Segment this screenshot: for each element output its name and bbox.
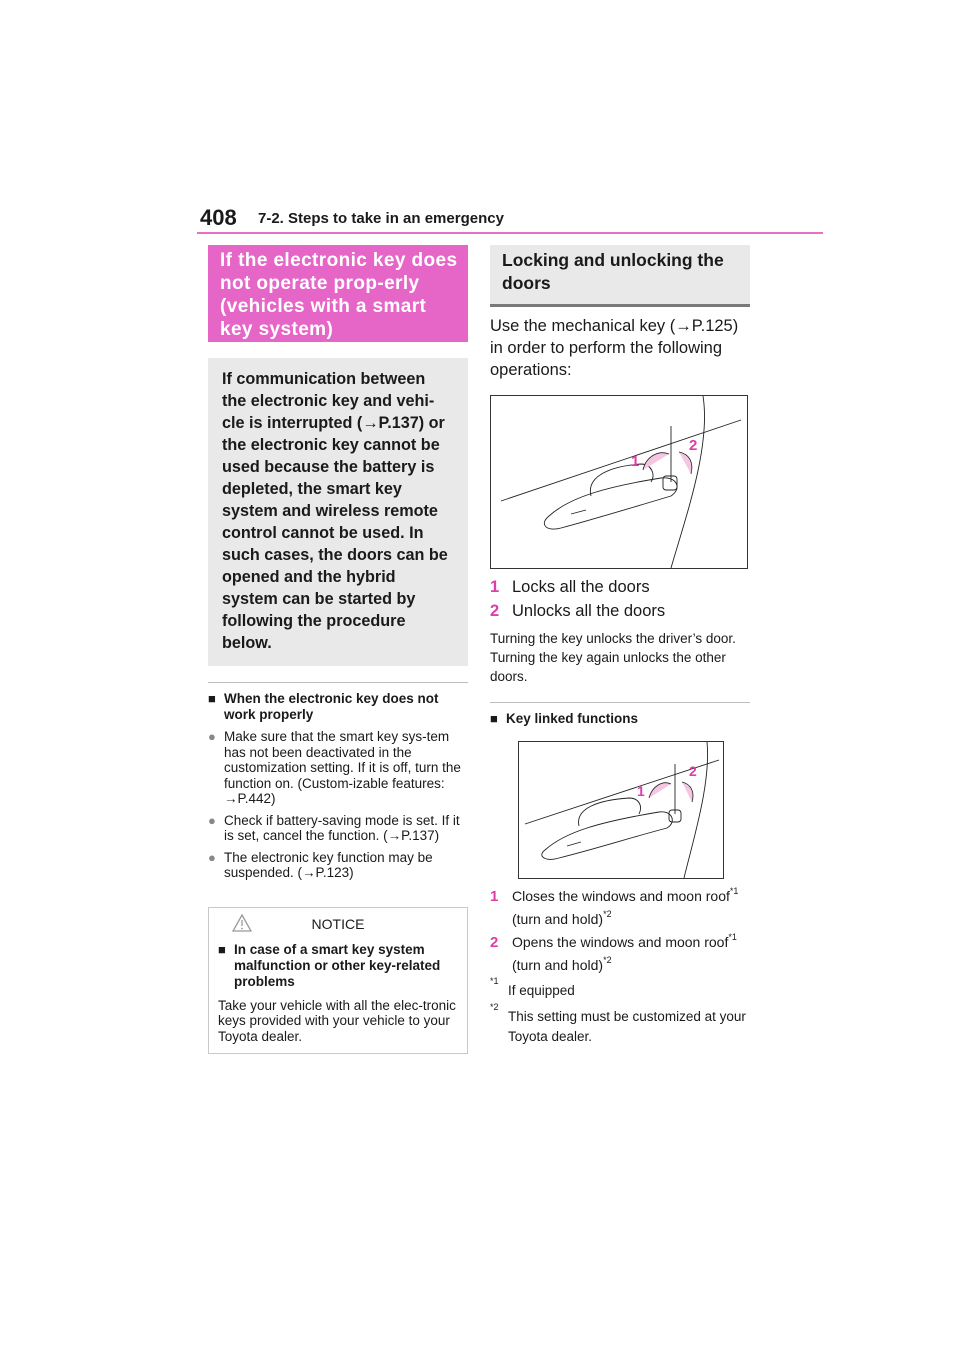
circle-bullet-icon: ● [208, 729, 216, 744]
notice-box [208, 907, 468, 1055]
step-item [490, 575, 750, 599]
door-handle-illustration [490, 395, 748, 569]
footnote: *1 If equipped [490, 976, 575, 998]
subhead-text: Key linked functions [506, 711, 639, 726]
footnote-ref: *1 [728, 932, 737, 942]
notice-subhead [218, 942, 458, 990]
footnote-ref: *1 [729, 886, 739, 896]
footnote-ref: *2 [603, 955, 612, 965]
figure-label-2: 2 [689, 437, 698, 454]
square-bullet-icon: ■ [208, 691, 216, 706]
step-item [490, 885, 750, 931]
intro-text: Use the mechanical key (→P.125) in order to perform the following operations: [490, 317, 739, 379]
circle-bullet-icon: ● [208, 849, 216, 865]
footnote-text: If equipped [508, 983, 575, 998]
step-text-tail: (turn and hold) [512, 911, 604, 927]
note-text: Turning the key unlocks the driver’s door. Turning the key again unlocks the other doors. [490, 631, 736, 684]
bullet-text: Check if battery-saving mode is set. If it is set, cancel the function. (→P.137) [224, 812, 460, 843]
subhead-key-not-working [208, 691, 468, 723]
figure-label-2: 2 [689, 763, 697, 779]
subhead-text: When the electronic key does not work properly [224, 691, 439, 722]
section-heading: Locking and unlocking the doors [490, 245, 750, 307]
notice-label: NOTICE [311, 915, 365, 932]
key-linked-illustration [518, 741, 724, 879]
circle-bullet-icon: ● [208, 812, 216, 828]
step-number: 1 [490, 578, 500, 596]
step-text: Opens the windows and moon roof [512, 934, 729, 950]
step-text: Unlocks all the doors [512, 602, 666, 620]
step-text: Closes the windows and moon roof [512, 888, 730, 904]
key-linked-steps [490, 885, 750, 977]
steps-list [490, 575, 750, 623]
bullet-text: The electronic key function may be suspended. (→P.123) [224, 849, 433, 880]
footnote-text: This setting must be customized at your Toyota dealer. [508, 1009, 746, 1044]
footnote-ref: *2 [603, 909, 612, 919]
bullet-item [208, 729, 468, 807]
step-text: Locks all the doors [512, 578, 650, 596]
divider [208, 682, 468, 683]
square-bullet-icon: ■ [490, 711, 498, 726]
square-bullet-icon: ■ [218, 941, 226, 957]
notice-subhead-text: In case of a smart key system malfunction or other key-related problems [234, 941, 441, 989]
footnotes [490, 976, 750, 1047]
step-item [490, 599, 750, 623]
step-text-tail: (turn and hold) [512, 957, 604, 973]
page-number: 408 [200, 205, 237, 230]
bullet-item [208, 850, 468, 881]
figure-label-1: 1 [637, 783, 645, 799]
section-title: 7-2. Steps to take in an emergency [258, 210, 504, 227]
right-column [490, 245, 750, 1047]
bullet-item [208, 813, 468, 844]
footnote: *2 This setting must be customized at your Toyota dealer. [490, 1002, 746, 1044]
step-number: 2 [490, 934, 499, 951]
bullet-text: Make sure that the smart key sys-tem has not been deactivated in the customization setting. If it is off, turn the function on. (Custom-izable features: →P.442) [224, 729, 461, 806]
step-number: 2 [490, 602, 500, 620]
step-item [490, 931, 750, 977]
divider [490, 702, 750, 703]
pink-title-box: If the electronic key does not operate prop-erly (vehicles with a smart key system) [208, 245, 468, 342]
subhead-key-linked [490, 711, 750, 727]
notice-header [218, 916, 458, 932]
header-rule [197, 232, 823, 234]
figure-label-1: 1 [631, 453, 640, 470]
warning-triangle-icon [232, 914, 252, 935]
notice-body: Take your vehicle with all the elec-tronic keys provided with your vehicle to your Toyota dealer. [218, 997, 456, 1044]
step-number: 1 [490, 888, 499, 905]
intro-box: If communication between the electronic key and vehi-cle is interrupted (→P.137) or the electronic key cannot be used because the battery is depleted, the smart key system and wireless remote control cannot be used. In such cases, the doors can be opened and the hybrid system can be started by following the procedure below. [208, 358, 468, 666]
left-column [208, 245, 468, 1054]
